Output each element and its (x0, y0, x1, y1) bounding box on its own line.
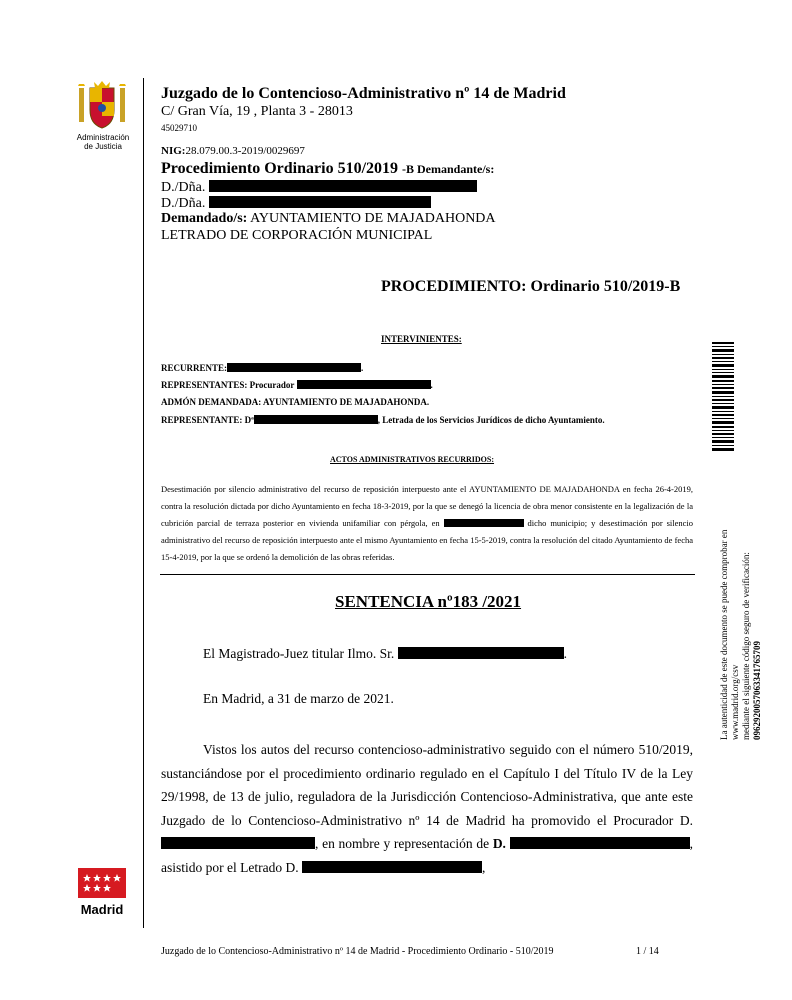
redaction-bar (209, 180, 477, 192)
emblem-caption: Administración de Justicia (76, 133, 130, 151)
redaction-bar (302, 861, 482, 873)
court-title: Juzgado de lo Contencioso-Administrativo nº 14 de Madrid (161, 85, 566, 102)
punct: . (430, 380, 433, 390)
plaintiff-prefix: D./Dña. (161, 180, 206, 195)
redaction-bar (161, 837, 315, 849)
plaintiff-line-1 (161, 180, 477, 196)
admon-line: ADMÓN DEMANDADA: AYUNTAMIENTO DE MAJADAHONDA. (161, 397, 430, 407)
procedure-heading: PROCEDIMIENTO: Ordinario 510/2019-B (381, 278, 681, 295)
verification-text (719, 460, 763, 740)
defendant-value: AYUNTAMIENTO DE MAJADAHONDA (250, 211, 496, 226)
actos-text-2: dicho municipio; y desestimación por silencio administrativo del recurso de reposición interpuesto ante el mismo Ayuntamiento en fecha 15-5-2019, contra la resolución del citado Ayuntamiento de fecha 15-4-2019, por la que se ordenó la demolición de las obras referidas. (161, 518, 694, 562)
redaction-bar (209, 196, 431, 208)
redaction-bar (297, 380, 431, 389)
nig-label: NIG: (161, 145, 186, 157)
body-text-1: Vistos los autos del recurso contencioso-administrativo seguido con el número 510/2019, sustanciándose por el procedimiento ordinario regulado en el Capítulo I del Título IV de la Ley 29/1998, de 13 de julio, reguladora de la Jurisdicción Contencioso-Administrativa, que ante este Juzgado de lo Contencioso-Administrativo nº 14 de Madrid ha promovido el Procurador D. (161, 742, 693, 828)
verification-line-2: mediante el siguiente código seguro de verificación: (741, 552, 751, 740)
section-divider (160, 574, 695, 575)
judge-line: El Magistrado-Juez titular Ilmo. Sr. . (203, 646, 567, 661)
body-text-4: , (481, 859, 486, 875)
representantes-label: REPRESENTANTES: Procurador (161, 380, 295, 390)
representante-suffix: , Letrada de los Servicios Jurídicos de dicho Ayuntamiento. (377, 415, 605, 425)
barcode-icon (712, 342, 734, 452)
body-paragraph (161, 738, 693, 880)
defendant-line (161, 211, 496, 227)
procedure-main: Procedimiento Ordinario 510/2019 (161, 160, 399, 177)
representante-line (161, 415, 605, 425)
representante-label: REPRESENTANTE: Dª (161, 415, 254, 425)
body-text-2: , en nombre y representación de (315, 836, 490, 852)
intervinientes-heading: INTERVINIENTES: (381, 334, 462, 344)
redaction-bar (444, 519, 524, 527)
left-margin-rule (143, 78, 144, 928)
redaction-bar (254, 415, 378, 424)
lawyer-line: LETRADO DE CORPORACIÓN MUNICIPAL (161, 228, 433, 243)
page-number: 1 / 14 (636, 946, 659, 957)
madrid-stars-logo-icon (78, 868, 126, 898)
actos-heading: ACTOS ADMINISTRATIVOS RECURRIDOS: (330, 455, 495, 464)
punct: . (361, 363, 364, 373)
procedure-line (161, 160, 494, 178)
nig-line (161, 145, 305, 157)
nig-value: 28.079.00.3-2019/0029697 (185, 145, 305, 157)
judge-text: El Magistrado-Juez titular Ilmo. Sr. (203, 646, 395, 661)
redaction-bar (510, 837, 690, 849)
court-address: C/ Gran Vía, 19 , Planta 3 - 28013 (161, 104, 353, 119)
court-code: 45029710 (161, 123, 197, 133)
coat-of-arms-icon (76, 80, 128, 132)
madrid-label: Madrid (80, 902, 124, 917)
recurrente-label: RECURRENTE: (161, 363, 228, 373)
verification-code: 0962920057063341765709 (752, 641, 762, 740)
redaction-bar (227, 363, 364, 373)
representantes-line (161, 380, 433, 390)
sentence-title: SENTENCIA nº183 /2021 (335, 592, 522, 611)
footer-text: Juzgado de lo Contencioso-Administrativo nº 14 de Madrid - Procedimiento Ordinario - 510/2019 (161, 946, 554, 957)
verification-line-1: La autenticidad de este documento se puede comprobar en www.madrid.org/csv (719, 529, 740, 740)
plaintiff-prefix: D./Dña. (161, 196, 206, 211)
recurrente-line (161, 363, 363, 373)
actos-paragraph (161, 481, 693, 566)
body-bold: D. (492, 836, 506, 852)
redaction-bar (398, 647, 564, 659)
body-text-3: , asistido por el Letrado D. (161, 836, 694, 875)
procedure-suffix: -B Demandante/s: (402, 162, 495, 176)
defendant-label: Demandado/s: (161, 211, 248, 226)
date-line: En Madrid, a 31 de marzo de 2021. (203, 691, 394, 706)
actos-text-1: Desestimación por silencio administrativo del recurso de reposición interpuesto ante el AYUNTAMIENTO DE MAJADAHONDA en fecha 26-4-2019, contra la resolución dictada por dicho Ayuntamiento en fecha 18-3-2019, por la que se denegó la licencia de obra menor consistente en la legalización de la cubrición parcial de terraza posterior en vivienda unifamiliar con pérgola, en (161, 484, 693, 528)
plaintiff-line-2 (161, 196, 431, 212)
